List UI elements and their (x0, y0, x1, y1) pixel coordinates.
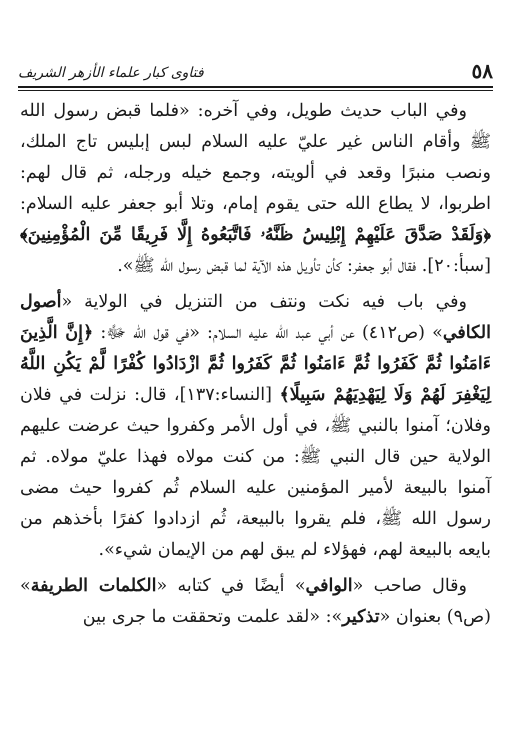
paragraph-text: »: «لقد علمت وتحققت ما جرى بين (82, 607, 343, 627)
paragraph (20, 571, 491, 633)
quran-verse: ﴿وَلَقَدْ صَدَّقَ عَلَيْهِمْ إِبْلِيسُ ظَنَّهُۥ فَاتَّبَعُوهُ إِلَّا فَرِيقًا مِّنَ الْمُؤْمِنِينَ﴾ (20, 225, 491, 245)
paragraph-text: » (ص٩) بعنوان « (20, 576, 491, 627)
emphasis-text: الوافي (305, 576, 353, 596)
emphasis-text: تذكير (342, 607, 380, 627)
paragraph-text: وفي الباب حديث طويل، وفي آخره: «فلما قبض رسول الله ﷺ وأقام الناس غير عليّ عليه السلام لبس إبليس تاج الملك، ونصب منبرًا وقعد في ألويته، وجمع خيله ورجله، ثم قال لهم: اطربوا، لا يطاع الله حتى يقوم إمام، وتلا أبو جعفر عليه السلام: (20, 101, 491, 214)
paragraph (20, 96, 491, 282)
paragraph-text: وفي باب فيه نكت ونتف من التنزيل في الولاية « (61, 292, 467, 312)
running-title: فتاوى كبار علماء الأزهر الشريف (18, 65, 204, 81)
quran-verse: ﴿إِنَّ الَّذِينَ ءَامَنُوا ثُمَّ كَفَرُوا ثُمَّ ءَامَنُوا ثُمَّ كَفَرُوا ثُمَّ ازْدَادُوا كُفْرًا لَّمْ يَكُنِ اللَّهُ لِيَغْفِرَ لَهُمْ وَلَا لِيَهْدِيَهُمْ سَبِيلًا﴾ (20, 323, 492, 405)
page-number: ٥٨ (471, 59, 493, 83)
paragraph (20, 287, 491, 566)
paragraph-text: » أيضًا في كتابه « (156, 576, 306, 596)
body-text (20, 96, 491, 633)
header-rule (18, 86, 493, 88)
header-rule-thin (18, 90, 493, 91)
emphasis-text: أصول الكافي (20, 292, 491, 343)
paragraph-text: [النساء:١٣٧]، قال: نزلت في فلان وفلان؛ آمنوا بالنبي ﷺ، في أول الأمر وكفروا حيث عرضت عليهم الولاية حين قال النبي ﷺ: من كنت مولاه فهذا عليّ مولاه. ثم آمنوا بالبيعة لأمير المؤمنين عليه السلام ثُم كفروا حيث مضى رسول الله ﷺ، فلم يقروا بالبيعة، ثُم ازدادوا كفرًا بأخذهم من بايعه بالبيعة لهم، فهؤلاء لم يبق لهم من الإيمان شيء». (20, 385, 491, 560)
page-header (18, 56, 493, 84)
paragraph-text: » (ص٤١٢) عن أبي عبد الله عليه السلام: «في قول الله ﷻ: (93, 323, 443, 343)
paragraph-text: [سبأ:٢٠]. فقال أبو جعفر: كأن تأويل هذه الآية لما قبض رسول الله ﷺ». (117, 256, 491, 276)
paragraph-text: وقال صاحب « (352, 576, 467, 596)
emphasis-text: الكلمات الطريفة (30, 576, 157, 596)
